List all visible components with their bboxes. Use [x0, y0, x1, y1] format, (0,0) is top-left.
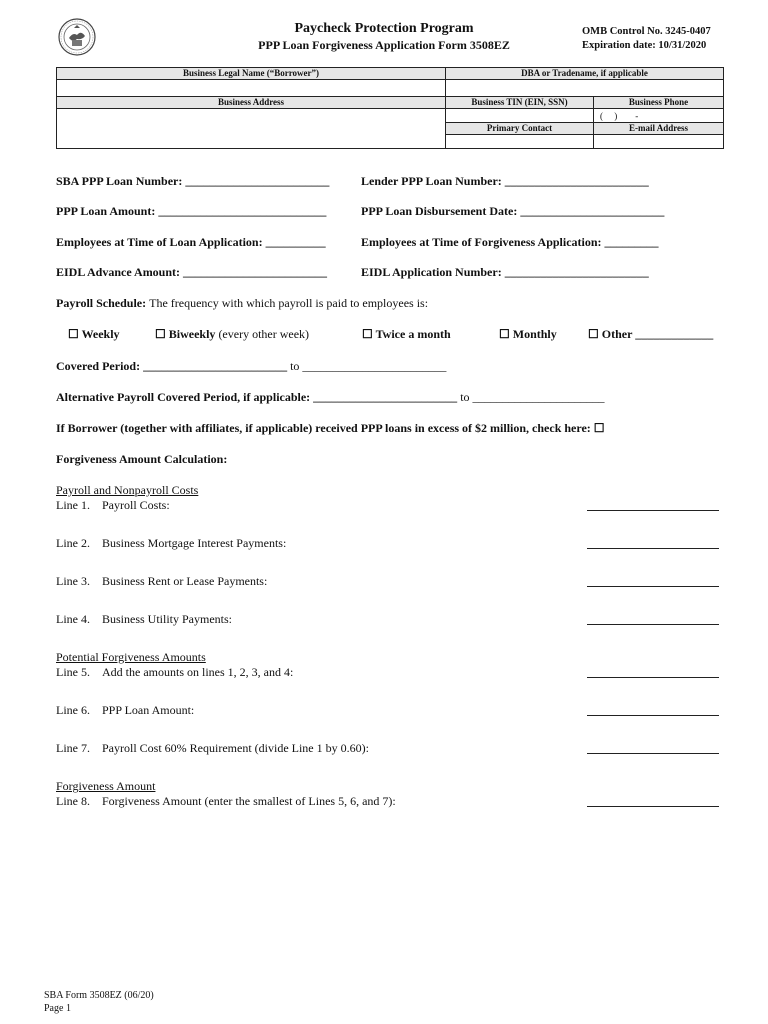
eidl-application-field[interactable]: EIDL Application Number: ________________________	[361, 265, 649, 279]
line-8-input[interactable]	[587, 806, 719, 807]
line-2-input[interactable]	[587, 548, 719, 549]
page-number: Page 1	[44, 1003, 71, 1014]
dba-field[interactable]	[446, 80, 724, 97]
page-footer	[44, 989, 154, 1015]
section-payroll-nonpayroll: Payroll and Nonpayroll Costs	[56, 483, 199, 497]
line-number: Line 6.	[56, 703, 90, 717]
loan-amount-field[interactable]: PPP Loan Amount: ____________________________	[56, 204, 327, 218]
calculation-heading: Forgiveness Amount Calculation:	[56, 452, 228, 466]
covered-period[interactable]	[56, 359, 446, 374]
email-field[interactable]	[594, 135, 724, 149]
lender-loan-number-field[interactable]: Lender PPP Loan Number: ________________________	[361, 174, 649, 188]
line-3	[56, 574, 267, 589]
monthly-option[interactable]	[499, 327, 557, 342]
line-6-input[interactable]	[587, 715, 719, 716]
line-1-input[interactable]	[587, 510, 719, 511]
line-6	[56, 703, 194, 718]
line-number: Line 1.	[56, 498, 90, 512]
payroll-schedule	[56, 296, 428, 311]
line-text: Business Rent or Lease Payments:	[102, 574, 268, 588]
form-title: PPP Loan Forgiveness Application Form 3508EZ	[258, 38, 510, 52]
disbursement-date-field[interactable]: PPP Loan Disbursement Date: ________________________	[361, 204, 665, 218]
other-option[interactable]	[588, 327, 713, 342]
line-4-input[interactable]	[587, 624, 719, 625]
weekly-checkbox[interactable]: ☐	[68, 327, 79, 341]
line-number: Line 2.	[56, 536, 90, 550]
twice-month-label: Twice a month	[375, 327, 451, 341]
dba-header: DBA or Tradename, if applicable	[446, 68, 724, 80]
eidl-advance-field[interactable]: EIDL Advance Amount: ________________________	[56, 265, 328, 279]
monthly-checkbox[interactable]: ☐	[499, 327, 510, 341]
line-text: Add the amounts on lines 1, 2, 3, and 4:	[102, 665, 294, 679]
other-label[interactable]: Other _____________	[601, 327, 714, 341]
biweekly-label: Biweekly	[168, 327, 216, 341]
weekly-option[interactable]	[68, 327, 120, 342]
alt-covered-period-to[interactable]: to ______________________	[460, 390, 605, 404]
line-text: Payroll Cost 60% Requirement (divide Line 1 by 0.60):	[102, 741, 369, 755]
line-text: Business Utility Payments:	[102, 612, 233, 626]
line-5	[56, 665, 293, 680]
business-legal-name-field[interactable]	[57, 80, 446, 97]
section-potential-forgiveness: Potential Forgiveness Amounts	[56, 650, 206, 664]
monthly-label: Monthly	[512, 327, 557, 341]
line-2	[56, 536, 286, 551]
business-tin-header: Business TIN (EIN, SSN)	[446, 97, 594, 109]
line-number: Line 7.	[56, 741, 90, 755]
business-address-header: Business Address	[57, 97, 446, 109]
sba-loan-number-field[interactable]: SBA PPP Loan Number: ________________________	[56, 174, 330, 188]
line-text: Payroll Costs:	[102, 498, 170, 512]
excess-loans-checkbox-row[interactable]: If Borrower (together with affiliates, if applicable) received PPP loans in excess of $2 million, check here: ☐	[56, 421, 605, 435]
biweekly-option[interactable]	[155, 327, 309, 342]
biweekly-checkbox[interactable]: ☐	[155, 327, 166, 341]
primary-contact-field[interactable]	[446, 135, 594, 149]
business-phone-header: Business Phone	[594, 97, 724, 109]
form-id: SBA Form 3508EZ (06/20)	[44, 990, 154, 1001]
line-4	[56, 612, 232, 627]
payroll-schedule-label: Payroll Schedule:	[56, 296, 147, 310]
twice-month-option[interactable]	[362, 327, 451, 342]
employees-forgiveness-field[interactable]: Employees at Time of Forgiveness Application: _________	[361, 235, 659, 249]
line-7-input[interactable]	[587, 753, 719, 754]
line-text: PPP Loan Amount:	[102, 703, 195, 717]
line-3-input[interactable]	[587, 586, 719, 587]
payroll-schedule-description: The frequency with which payroll is paid to employees is:	[149, 296, 429, 310]
business-legal-name-header: Business Legal Name (“Borrower”)	[57, 68, 446, 80]
alt-covered-period[interactable]	[56, 390, 605, 405]
business-address-field[interactable]	[57, 109, 446, 149]
email-header: E-mail Address	[594, 123, 724, 135]
line-number: Line 3.	[56, 574, 90, 588]
line-number: Line 8.	[56, 794, 90, 808]
section-forgiveness-amount: Forgiveness Amount	[56, 779, 156, 793]
twice-month-checkbox[interactable]: ☐	[362, 327, 373, 341]
omb-control-number: OMB Control No. 3245-0407	[582, 26, 711, 37]
alt-covered-period-label[interactable]: Alternative Payroll Covered Period, if applicable: ________________________	[56, 390, 458, 404]
other-checkbox[interactable]: ☐	[588, 327, 599, 341]
line-number: Line 4.	[56, 612, 90, 626]
primary-contact-header: Primary Contact	[446, 123, 594, 135]
expiration-date: Expiration date: 10/31/2020	[582, 40, 707, 51]
program-title: Paycheck Protection Program	[294, 21, 474, 36]
line-1	[56, 498, 170, 513]
weekly-label: Weekly	[81, 327, 120, 341]
business-phone-field[interactable]: ( ) -	[594, 109, 724, 123]
covered-period-label[interactable]: Covered Period: ________________________	[56, 359, 288, 373]
line-8	[56, 794, 396, 809]
business-info-table	[56, 67, 724, 149]
line-number: Line 5.	[56, 665, 90, 679]
business-tin-field[interactable]	[446, 109, 594, 123]
line-7	[56, 741, 369, 756]
omb-block	[582, 25, 711, 53]
employees-application-field[interactable]: Employees at Time of Loan Application: __________	[56, 235, 326, 249]
biweekly-note: (every other week)	[218, 327, 310, 341]
covered-period-to[interactable]: to ________________________	[290, 359, 447, 373]
line-text: Business Mortgage Interest Payments:	[102, 536, 287, 550]
line-text: Forgiveness Amount (enter the smallest of Lines 5, 6, and 7):	[102, 794, 396, 808]
line-5-input[interactable]	[587, 677, 719, 678]
